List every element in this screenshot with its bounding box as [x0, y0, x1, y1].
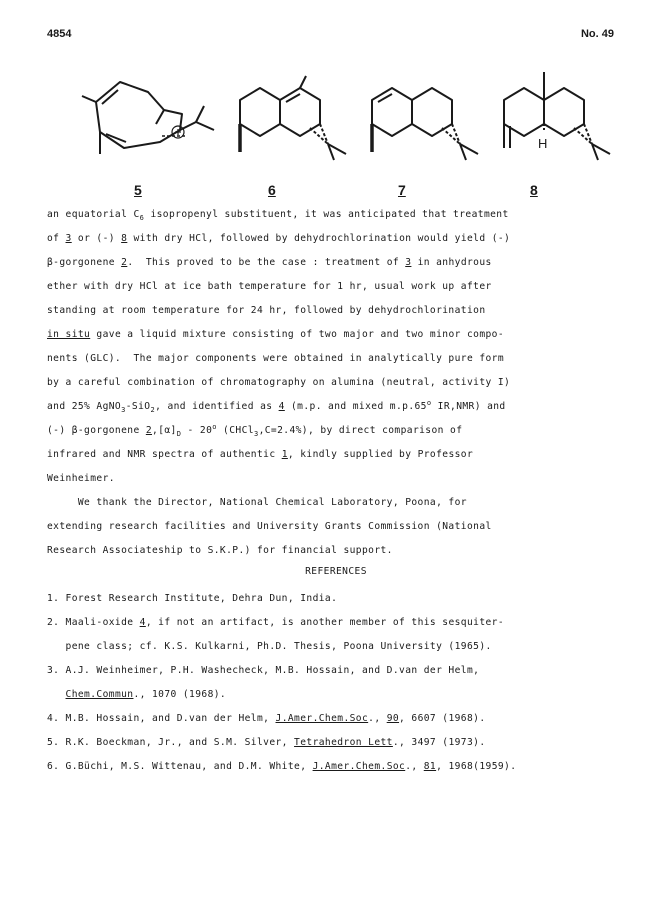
chemical-structures-figure	[60, 62, 620, 177]
body-line-4: ether with dry HCl at ice bath temperature for 1 hr, usual work up after	[47, 281, 492, 292]
reference-2: 2. Maali-oxide 4, if not an artifact, is another member of this sesquiter-	[47, 617, 505, 628]
reference-3: 3. A.J. Weinheimer, P.H. Washecheck, M.B. Hossain, and D.van der Helm,	[47, 665, 480, 676]
compound-label-7: 7	[398, 182, 406, 198]
compound-label-6: 6	[268, 182, 276, 198]
compound-label-5: 5	[134, 182, 142, 198]
body-line-12: Weinheimer.	[47, 473, 115, 484]
body-line-9: and 25% AgNO$_3$-SiO$_2$, and identified as 4 (m.p. and mixed m.p.65$^o$ IR,NMR) and	[47, 399, 506, 414]
ack-line-1: We thank the Director, National Chemical Laboratory, Poona, for	[47, 497, 467, 508]
references-heading: REFERENCES	[305, 566, 367, 577]
body-line-8: by a careful combination of chromatography on alumina (neutral, activity I)	[47, 377, 511, 388]
issue-number: No. 49	[580, 28, 614, 40]
ack-line-2: extending research facilities and University Grants Commission (National	[47, 521, 492, 532]
reference-5: 5. R.K. Boeckman, Jr., and S.M. Silver, Tetrahedron Lett., 3497 (1973).	[47, 737, 486, 748]
structure-8-hydrogen-label: H	[538, 136, 548, 151]
reference-2-cont: pene class; cf. K.S. Kulkarni, Ph.D. Thesis, Poona University (1965).	[47, 641, 492, 652]
body-line-7: nents (GLC). The major components were obtained in analytically pure form	[47, 353, 505, 364]
body-line-1: an equatorial $C_6$ isopropenyl substituent, it was anticipated that treatment	[47, 209, 509, 222]
reference-6: 6. G.Büchi, M.S. Wittenau, and D.M. White, J.Amer.Chem.Soc., 81, 1968(1959).	[47, 761, 517, 772]
body-line-6: in situ gave a liquid mixture consisting of two major and two minor compo-	[47, 329, 505, 340]
structure-5	[82, 82, 214, 154]
body-line-11: infrared and NMR spectra of authentic 1, kindly supplied by Professor	[47, 449, 474, 460]
body-line-10: (-) β-gorgonene $2,[\alpha]_D - 20^o$ (CHCl$_3$,C=2.4%), by direct comparison of	[47, 423, 463, 438]
reference-4: 4. M.B. Hossain, and D.van der Helm, J.Amer.Chem.Soc., 90, 6607 (1968).	[47, 713, 486, 724]
structure-7	[372, 88, 478, 160]
reference-3-cont: Chem.Commun., 1070 (1968).	[65, 689, 227, 700]
body-line-2: of 3 or (-) 8 with dry HCl, followed by dehydrochlorination would yield (-)	[47, 233, 511, 244]
reference-1: 1. Forest Research Institute, Dehra Dun, India.	[47, 593, 338, 604]
ack-line-3: Research Associateship to S.K.P.) for financial support.	[47, 545, 393, 556]
structure-6	[240, 76, 346, 160]
body-line-5: standing at room temperature for 24 hr, followed by dehydrochlorination	[47, 305, 486, 316]
body-line-3: β-gorgonene 2. This proved to be the case : treatment of 3 in anhydrous	[47, 257, 492, 268]
compound-label-8: 8	[530, 182, 538, 198]
structure-8	[504, 72, 610, 160]
page-number: 4854	[47, 28, 72, 40]
